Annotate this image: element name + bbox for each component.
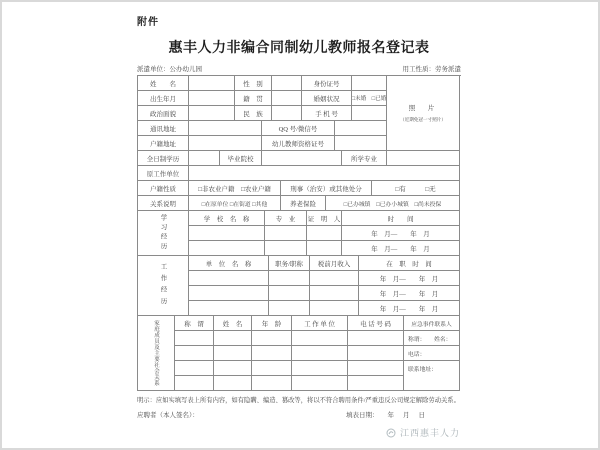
teacher-cert-label: 幼儿教师资格证号 (262, 136, 335, 151)
major-input-cell (387, 151, 460, 166)
family-employer-input-cell (292, 361, 348, 376)
form-note: 明示：应如实填写表上所有内容，如有隐瞒、编造、篡改等，将以不符合聘用条件/严重违反公司规定解除劳动关系。 (137, 397, 460, 404)
dispatch-unit-label: 派遣单位：公办幼儿园 (137, 66, 202, 73)
date-month-label: 月 (403, 412, 410, 419)
photo-title: 照 片 (408, 105, 438, 112)
previous-employer-input-cell (189, 166, 460, 181)
work-history-section (138, 256, 461, 316)
family-employer-input-cell (292, 376, 348, 391)
household-type-row (138, 181, 461, 196)
salary-input-cell (310, 271, 359, 286)
family-row (175, 361, 404, 376)
family-header-row (175, 316, 404, 331)
document-page (137, 13, 461, 419)
relation-pension-row (138, 196, 461, 211)
gender-input-cell (272, 76, 302, 91)
form-subheader (137, 64, 461, 73)
previous-employer-row (138, 166, 461, 181)
native-place-label: 籍 贯 (235, 91, 272, 106)
basic-info-left (138, 76, 387, 151)
previous-employer-label: 原工作单位 (138, 166, 189, 181)
work-row (189, 301, 460, 316)
family-row (175, 376, 404, 391)
work-time-range: 年 月— 年 月 (359, 286, 460, 301)
salary-input-cell (310, 301, 359, 316)
position-header: 职务/职称 (269, 256, 310, 271)
family-section-label: 家庭成员及主要社会关系 (138, 316, 175, 391)
household-type-label: 户籍性质 (138, 181, 189, 196)
salary-header: 税前月收入 (310, 256, 359, 271)
mobile-input-cell (352, 106, 387, 121)
referee-header: 证 明 人 (307, 211, 342, 226)
company-watermark (386, 426, 460, 439)
applicant-signature-label: 应聘者（本人签名）： (137, 412, 199, 419)
gender-label: 性 别 (235, 76, 272, 91)
study-major-input-cell (265, 226, 307, 241)
major-label: 所学专业 (342, 151, 387, 166)
study-row (189, 226, 460, 241)
salary-input-cell (310, 286, 359, 301)
age-input-cell (252, 331, 292, 346)
family-phone-input-cell (348, 346, 404, 361)
work-header-row (189, 256, 460, 271)
emergency-contact-column (404, 316, 460, 391)
date-day-label: 日 (418, 412, 425, 419)
registration-form-table (137, 75, 461, 391)
company-input-cell (189, 271, 269, 286)
id-number-label: 身份证号 (302, 76, 352, 91)
family-name-input-cell (214, 376, 252, 391)
family-employer-input-cell (292, 331, 348, 346)
referee-input-cell (307, 241, 342, 256)
table-row (138, 121, 387, 136)
employment-nature-label: 用工性质：劳务派遣 (402, 66, 461, 73)
name-label: 姓 名 (138, 76, 189, 91)
study-time-range: 年 月— 年 月 (342, 226, 460, 241)
fill-date-group (337, 410, 425, 419)
company-header: 单 位 名 称 (189, 256, 269, 271)
relation-input-cell (175, 376, 214, 391)
family-employer-input-cell (292, 346, 348, 361)
study-history-grid (189, 211, 460, 256)
college-label: 毕业院校 (220, 151, 262, 166)
education-input-cell (189, 151, 220, 166)
company-input-cell (189, 286, 269, 301)
emergency-address-cell: 联系地址： (404, 361, 460, 391)
family-row (175, 346, 404, 361)
basic-info-section (138, 76, 461, 151)
family-name-input-cell (214, 331, 252, 346)
position-input-cell (269, 271, 310, 286)
family-phone-input-cell (348, 331, 404, 346)
work-row (189, 286, 460, 301)
table-row (138, 106, 387, 121)
marital-options: □未婚 □已婚 (352, 91, 387, 106)
education-label: 全日制学历 (138, 151, 189, 166)
family-name-input-cell (214, 346, 252, 361)
birth-input-cell (189, 91, 235, 106)
mail-address-label: 通讯地址 (138, 121, 189, 136)
emergency-contact-header: 应急事件联系人 (404, 316, 460, 331)
marital-label: 婚姻状况 (302, 91, 352, 106)
study-time-header: 时 间 (342, 211, 460, 226)
study-major-header: 专 业 (265, 211, 307, 226)
position-input-cell (269, 301, 310, 316)
fill-date-label: 填表日期： (346, 412, 379, 419)
company-logo-icon (386, 428, 396, 438)
family-section (138, 316, 461, 391)
teacher-cert-input-cell (335, 136, 387, 151)
family-phone-input-cell (348, 376, 404, 391)
age-input-cell (252, 376, 292, 391)
qq-wechat-label: QQ 号/微信号 (262, 121, 335, 136)
ethnic-input-cell (272, 106, 302, 121)
position-input-cell (269, 286, 310, 301)
mobile-label: 手 机 号 (302, 106, 352, 121)
company-input-cell (189, 301, 269, 316)
table-row (138, 91, 387, 106)
pension-options: □已办城镇 □已办小城镇 □尚未投保 (326, 196, 460, 211)
id-number-input-cell (352, 76, 387, 91)
family-employer-header: 工 作 单 位 (292, 316, 348, 331)
family-name-input-cell (214, 361, 252, 376)
tenure-header: 在 职 时 间 (359, 256, 460, 271)
work-section-label: 工作经历 (138, 256, 189, 316)
school-name-input-cell (189, 241, 265, 256)
table-row (138, 136, 387, 151)
work-history-grid (189, 256, 460, 316)
college-input-cell (262, 151, 342, 166)
criminal-record-options: □有 □无 (372, 181, 460, 196)
attachment-label: 附件 (137, 17, 159, 28)
family-phone-input-cell (348, 361, 404, 376)
education-row (138, 151, 461, 166)
relation-options: □在原单位 □在街道 □其他 (189, 196, 281, 211)
ethnic-label: 民 族 (235, 106, 272, 121)
family-row (175, 331, 404, 346)
political-input-cell (189, 106, 235, 121)
work-row (189, 271, 460, 286)
study-row (189, 241, 460, 256)
watermark-text: 江西惠丰人力 (400, 428, 461, 438)
date-year-label: 年 (387, 412, 394, 419)
relation-input-cell (175, 346, 214, 361)
relation-input-cell (175, 331, 214, 346)
relation-header: 称 谓 (175, 316, 214, 331)
study-section-label: 学习经历 (138, 211, 189, 256)
family-grid (175, 316, 404, 391)
age-header: 年 龄 (252, 316, 292, 331)
work-time-range: 年 月— 年 月 (359, 271, 460, 286)
mail-address-input-cell (189, 121, 262, 136)
study-time-range: 年 月— 年 月 (342, 241, 460, 256)
criminal-record-label: 刑事（治安）或其他处分 (281, 181, 372, 196)
qq-wechat-input-cell (335, 121, 387, 136)
pension-label: 养老保险 (281, 196, 326, 211)
age-input-cell (252, 361, 292, 376)
age-input-cell (252, 346, 292, 361)
signature-row (137, 410, 461, 419)
residence-address-input-cell (189, 136, 262, 151)
study-major-input-cell (265, 241, 307, 256)
table-row (138, 76, 387, 91)
emergency-phone-cell: 电话： (404, 346, 460, 361)
relation-label: 关系说明 (138, 196, 189, 211)
photo-cell (387, 76, 460, 151)
family-name-header: 姓 名 (214, 316, 252, 331)
political-label: 政治面貌 (138, 106, 189, 121)
native-place-input-cell (272, 91, 302, 106)
family-phone-header: 电 话 号 码 (348, 316, 404, 331)
emergency-relation-name-cell: 称谓： 姓名： (404, 331, 460, 346)
study-history-section (138, 211, 461, 256)
residence-address-label: 户籍地址 (138, 136, 189, 151)
school-name-input-cell (189, 226, 265, 241)
school-name-header: 学 校 名 称 (189, 211, 265, 226)
household-type-options: □非农业户籍 □农业户籍 (189, 181, 281, 196)
photo-note: （近期免冠一寸照片） (399, 118, 446, 123)
relation-input-cell (175, 361, 214, 376)
page-title: 惠丰人力非编合同制幼儿教师报名登记表 (168, 39, 430, 55)
referee-input-cell (307, 226, 342, 241)
work-time-range: 年 月— 年 月 (359, 301, 460, 316)
name-input-cell (189, 76, 235, 91)
study-header-row (189, 211, 460, 226)
birth-label: 出生年月 (138, 91, 189, 106)
